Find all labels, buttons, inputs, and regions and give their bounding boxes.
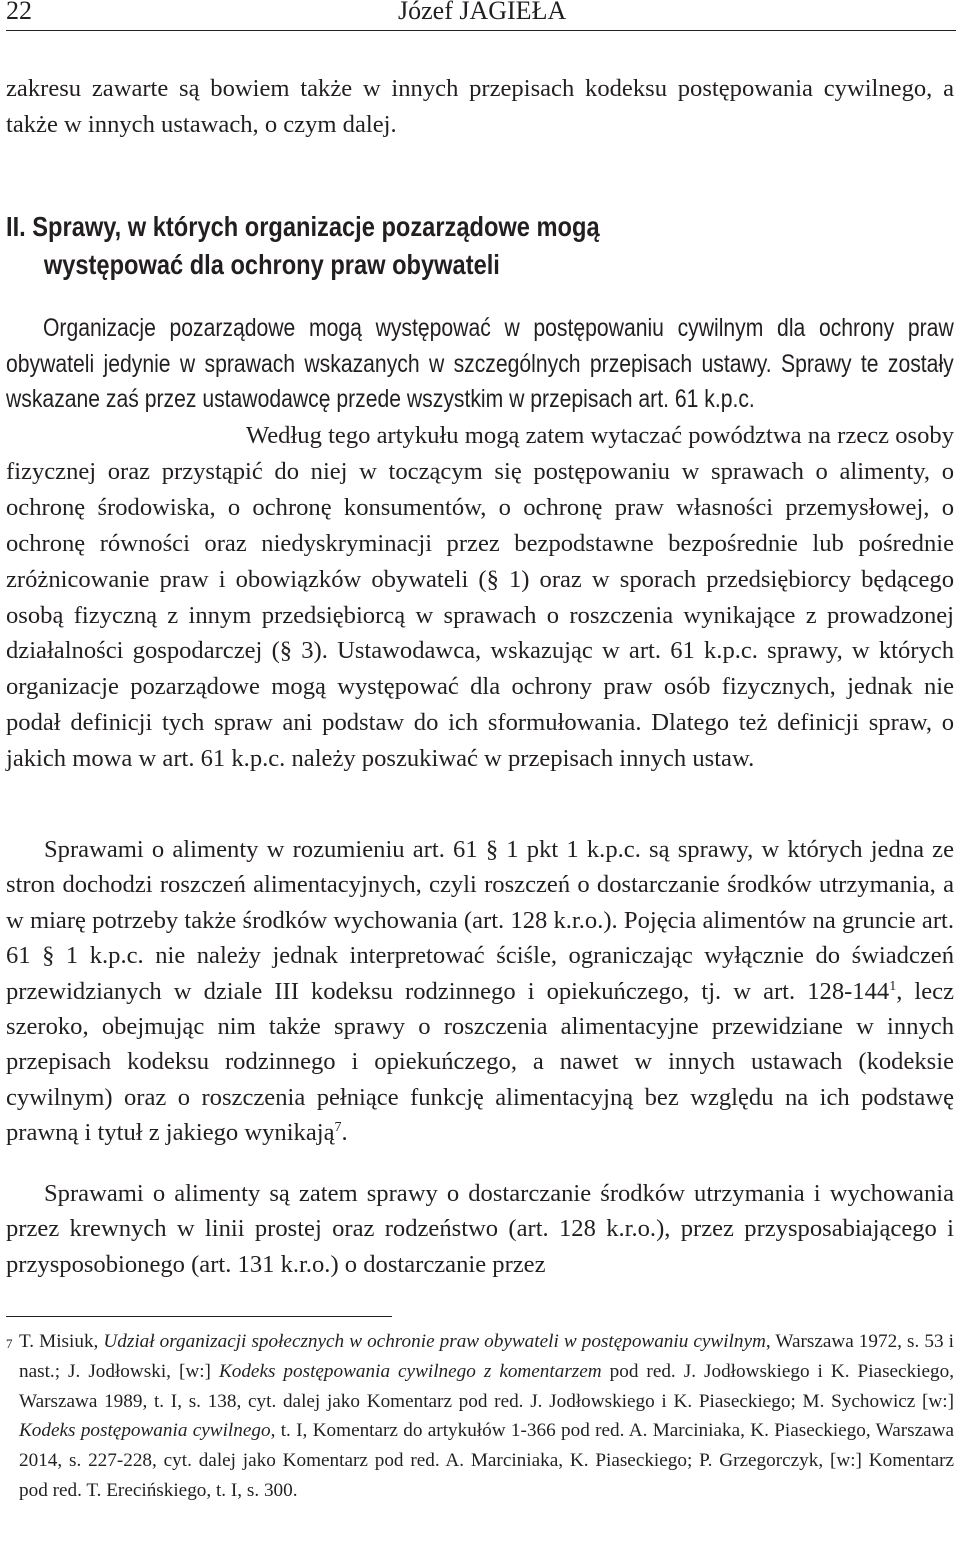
footnote-title-3: Kodeks postępowania cywilnego (19, 1420, 271, 1442)
footnote-7 (6, 1327, 954, 1506)
footnote-mark: 7 (6, 1336, 13, 1351)
paragraph-4 (6, 832, 954, 1151)
running-head (6, 0, 956, 30)
paragraph-4-end: . (341, 1119, 348, 1147)
paragraph-5: Sprawami o alimenty są zatem sprawy o dostarczanie środków utrzymania i wychowania przez krewnych w linii prostej oraz rodzeństwo (art. 128 k.r.o.), przez przysposabiającego i przysposobionego (art. 131 k.r.o.) o dostarczanie przez (6, 1180, 954, 1278)
footnote-title-2: Kodeks postępowania cywilnego z komentarzem (218, 1360, 602, 1382)
paragraph-2 (6, 311, 954, 418)
footnote-text-1: T. Misiuk, (19, 1331, 104, 1352)
paragraph-3 (6, 418, 954, 777)
header-rule (6, 30, 956, 31)
superscript-1: 1 (889, 978, 897, 994)
footnote-text-2: , Warszawa 1972, s. 53 i nast.; J. Jodłowski, [w:] (19, 1331, 954, 1382)
running-title: Józef JAGIEŁA (398, 0, 567, 25)
paragraph-1: zakresu zawarte są bowiem także w innych przepisach kodeksu postępowania cywilnego, a także w innych ustawach, o czym dalej. (6, 75, 954, 139)
footnote-rule (6, 1316, 392, 1317)
paragraph-4-text-a: Sprawami o alimenty w rozumieniu art. 61 § 1 pkt 1 k.p.c. są sprawy, w których jedna ze stron dochodzi roszczeń alimentacyjnych, czyli roszczeń o dostarczanie środków utrzymania, a w miarę potrzeby także środków wychowania (art. 128 k.r.o.). Pojęcia alimentów na gruncie art. 61 § 1 k.p.c. nie należy jednak interpretować ściśle, ograniczając wyłącznie do świadczeń przewidzianych w dziale III kodeksu rodzinnego i opiekuńczego, tj. w art. 128-144 (6, 836, 954, 1005)
paragraph-4-text-b: , lecz szeroko, obejmując nim także sprawy o roszczenia alimentacyjne przewidziane w innych przepisach kodeksu rodzinnego i opiekuńczego, a nawet w innych ustawach (kodeksie cywilnym) oraz o roszczenia pełniące funkcję alimentacyjną bez względu na ich podstawę prawną i tytuł z jakiego wynikają (6, 977, 954, 1147)
paragraph-3-text: Według tego artykułu mogą zatem wytaczać powództwa na rzecz osoby fizycznej oraz przystąpić do niej w toczącym się postępowaniu w sprawach o alimenty, o ochronę środowiska, o ochronę konsumentów, o ochronę praw własności przemysłowej, o ochronę równości oraz niedyskryminacji przez bezpodstawne bezpośrednie lub pośrednie zróżnicowanie praw i obowiązków obywateli (§ 1) oraz w sporach przedsiębiorcy będącego osobą fizyczną z innym przedsiębiorcą w sprawach o roszczenia wynikające z prowadzonej działalności gospodarczej (§ 3). Ustawodawca, wskazując w art. 61 k.p.c. sprawy, w których organizacje pozarządowe mogą występować dla ochrony praw osób fizycznych, jednak nie podał definicji tych spraw ani podstaw do ich sformułowania. Dlatego też definicji spraw, o jakich mowa w art. 61 k.p.c. należy poszukiwać w przepisach innych ustaw. (6, 422, 954, 773)
section-heading-line-1: II. Sprawy, w których organizacje pozarządowe mogą (6, 211, 600, 242)
footnote-reference-7[interactable]: 7 (334, 1120, 342, 1136)
page-number: 22 (6, 0, 32, 25)
section-heading (6, 208, 780, 284)
footnote-text-3: pod red. J. Jodłowskiego i K. Piaseckiego, Warszawa 1989, t. I, s. 138, cyt. dalej jako Komentarz pod red. J. Jodłowskiego i K. Piaseckiego; M. Sychowicz [w:] (19, 1360, 954, 1412)
footnote-body (6, 1327, 954, 1506)
footnote-title-1: Udział organizacji społecznych w ochronie praw obywateli w postępowaniu cywilnym (103, 1331, 766, 1352)
section-heading-line-2: występować dla ochrony praw obywateli (43, 249, 500, 280)
paragraph-2-text: Organizacje pozarządowe mogą występować w postępowaniu cywilnym dla ochrony praw obywateli jedynie w sprawach wskazanych w szczególnych przepisach ustawy. Sprawy te zostały wskazane zaś przez ustawodawcę przede wszystkim w przepisach art. 61 k.p.c. (6, 315, 954, 414)
footnote-text-4: , t. I, Komentarz do artykułów 1-366 pod red. A. Marciniaka, K. Piaseckiego, Warszawa 2014, s. 227-228, cyt. dalej jako Komentarz pod red. A. Marciniaka, K. Piaseckiego; P. Grzegorczyk, [w:] Komentarz pod red. T. Erecińskiego, t. I, s. 300. (19, 1420, 954, 1501)
